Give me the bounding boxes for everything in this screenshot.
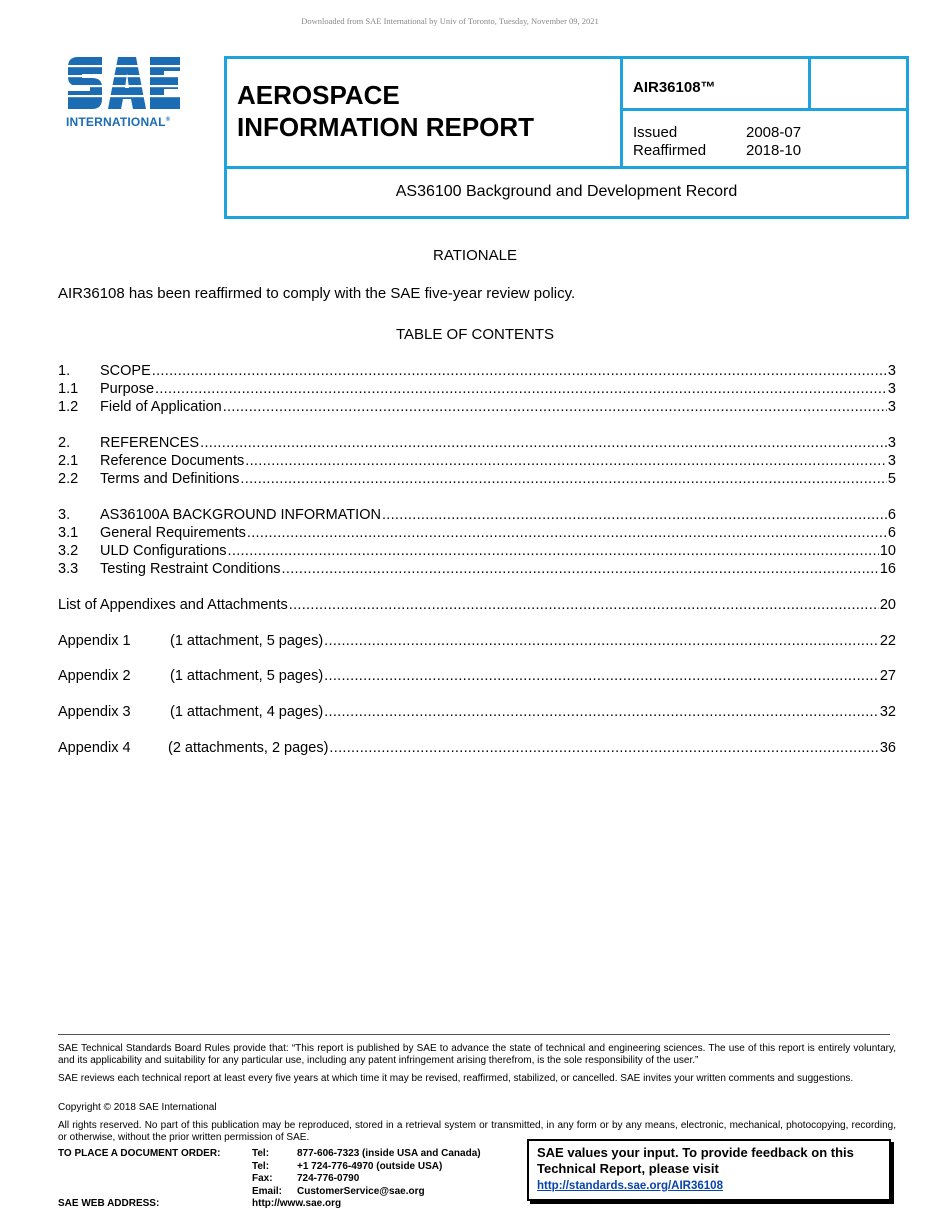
toc-entry[interactable]: 3.3 Testing Restraint Conditions ..... 16 bbox=[58, 560, 896, 578]
toc-entry[interactable]: 2.1 Reference Documents ..... 3 bbox=[58, 452, 896, 470]
toc-entry[interactable]: 1.1 Purpose ..... 3 bbox=[58, 380, 896, 398]
header-box bbox=[224, 56, 909, 219]
toc-entry[interactable]: 3.2 ULD Configurations ..... 10 bbox=[58, 542, 896, 560]
toc-entry[interactable]: 3. AS36100A BACKGROUND INFORMATION ..... 6 bbox=[58, 506, 896, 524]
email-link[interactable]: CustomerService@sae.org bbox=[297, 1185, 425, 1197]
toc-entry[interactable]: Appendix 4 (2 attachments, 2 pages) ..... 36 bbox=[58, 739, 896, 757]
footer-review: SAE reviews each technical report at least every five years at which time it may be revised, reaffirmed, stabilized, or cancelled. SAE invites your written comments and suggestions. bbox=[58, 1073, 854, 1084]
web-address-link[interactable]: http://www.sae.org bbox=[252, 1198, 342, 1209]
footer-rules: SAE Technical Standards Board Rules provide that: “This report is published by SAE to advance the state of technical and engineering sciences. The use of this report is entirely voluntary, and its applicability and suitability for any particular use, including any patent infringement arising therefrom, is the sole responsibility of the user.” bbox=[58, 1043, 896, 1066]
web-address-label: SAE WEB ADDRESS: bbox=[58, 1198, 160, 1209]
footer-divider bbox=[58, 1034, 890, 1035]
document-number: AIR36108™ bbox=[633, 79, 716, 96]
footer-rights: All rights reserved. No part of this publication may be reproduced, stored in a retrieval system or transmitted, in any form or by any means, electronic, mechanical, photocopying, recording, or otherwise, without the prior written permission of SAE. bbox=[58, 1120, 896, 1143]
logo-subtitle: INTERNATIONAL® bbox=[66, 115, 171, 129]
download-note: Downloaded from SAE International by Univ of Toronto, Tuesday, November 09, 2021 bbox=[301, 16, 599, 26]
rationale-text: AIR36108 has been reaffirmed to comply with the SAE five-year review policy. bbox=[58, 285, 576, 302]
toc-heading: TABLE OF CONTENTS bbox=[395, 326, 555, 343]
toc-entry[interactable]: 1. SCOPE ..... 3 bbox=[58, 362, 896, 380]
rationale-heading: RATIONALE bbox=[433, 247, 517, 264]
toc-entry[interactable]: 2.2 Terms and Definitions ..... 5 bbox=[58, 470, 896, 488]
feedback-link[interactable]: http://standards.sae.org/AIR36108 bbox=[537, 1180, 723, 1192]
sae-logo-mark bbox=[66, 53, 182, 113]
feedback-box: SAE values your input. To provide feedback on this Technical Report, please visit http://standards.sae.org/AIR36108 bbox=[527, 1139, 891, 1201]
toc-entry[interactable]: Appendix 1 (1 attachment, 5 pages) ..... 22 bbox=[58, 632, 896, 650]
toc-entry[interactable]: 2. REFERENCES ..... 3 bbox=[58, 434, 896, 452]
toc-entry[interactable]: 3.1 General Requirements ..... 6 bbox=[58, 524, 896, 542]
document-type: AEROSPACE INFORMATION REPORT bbox=[237, 80, 535, 142]
footer-copyright: Copyright © 2018 SAE International bbox=[58, 1102, 217, 1113]
sae-logo bbox=[66, 53, 191, 129]
toc-entry[interactable]: 1.2 Field of Application ..... 3 bbox=[58, 398, 896, 416]
toc-entry[interactable]: List of Appendixes and Attachments ..... 20 bbox=[58, 596, 896, 614]
toc-entry[interactable]: Appendix 2 (1 attachment, 5 pages) ..... 27 bbox=[58, 667, 896, 685]
document-title: AS36100 Background and Development Record bbox=[395, 183, 738, 200]
issue-dates: Issued 2008-07 Reaffirmed 2018-10 bbox=[633, 124, 802, 159]
toc-entry[interactable]: Appendix 3 (1 attachment, 4 pages) ..... 32 bbox=[58, 703, 896, 721]
